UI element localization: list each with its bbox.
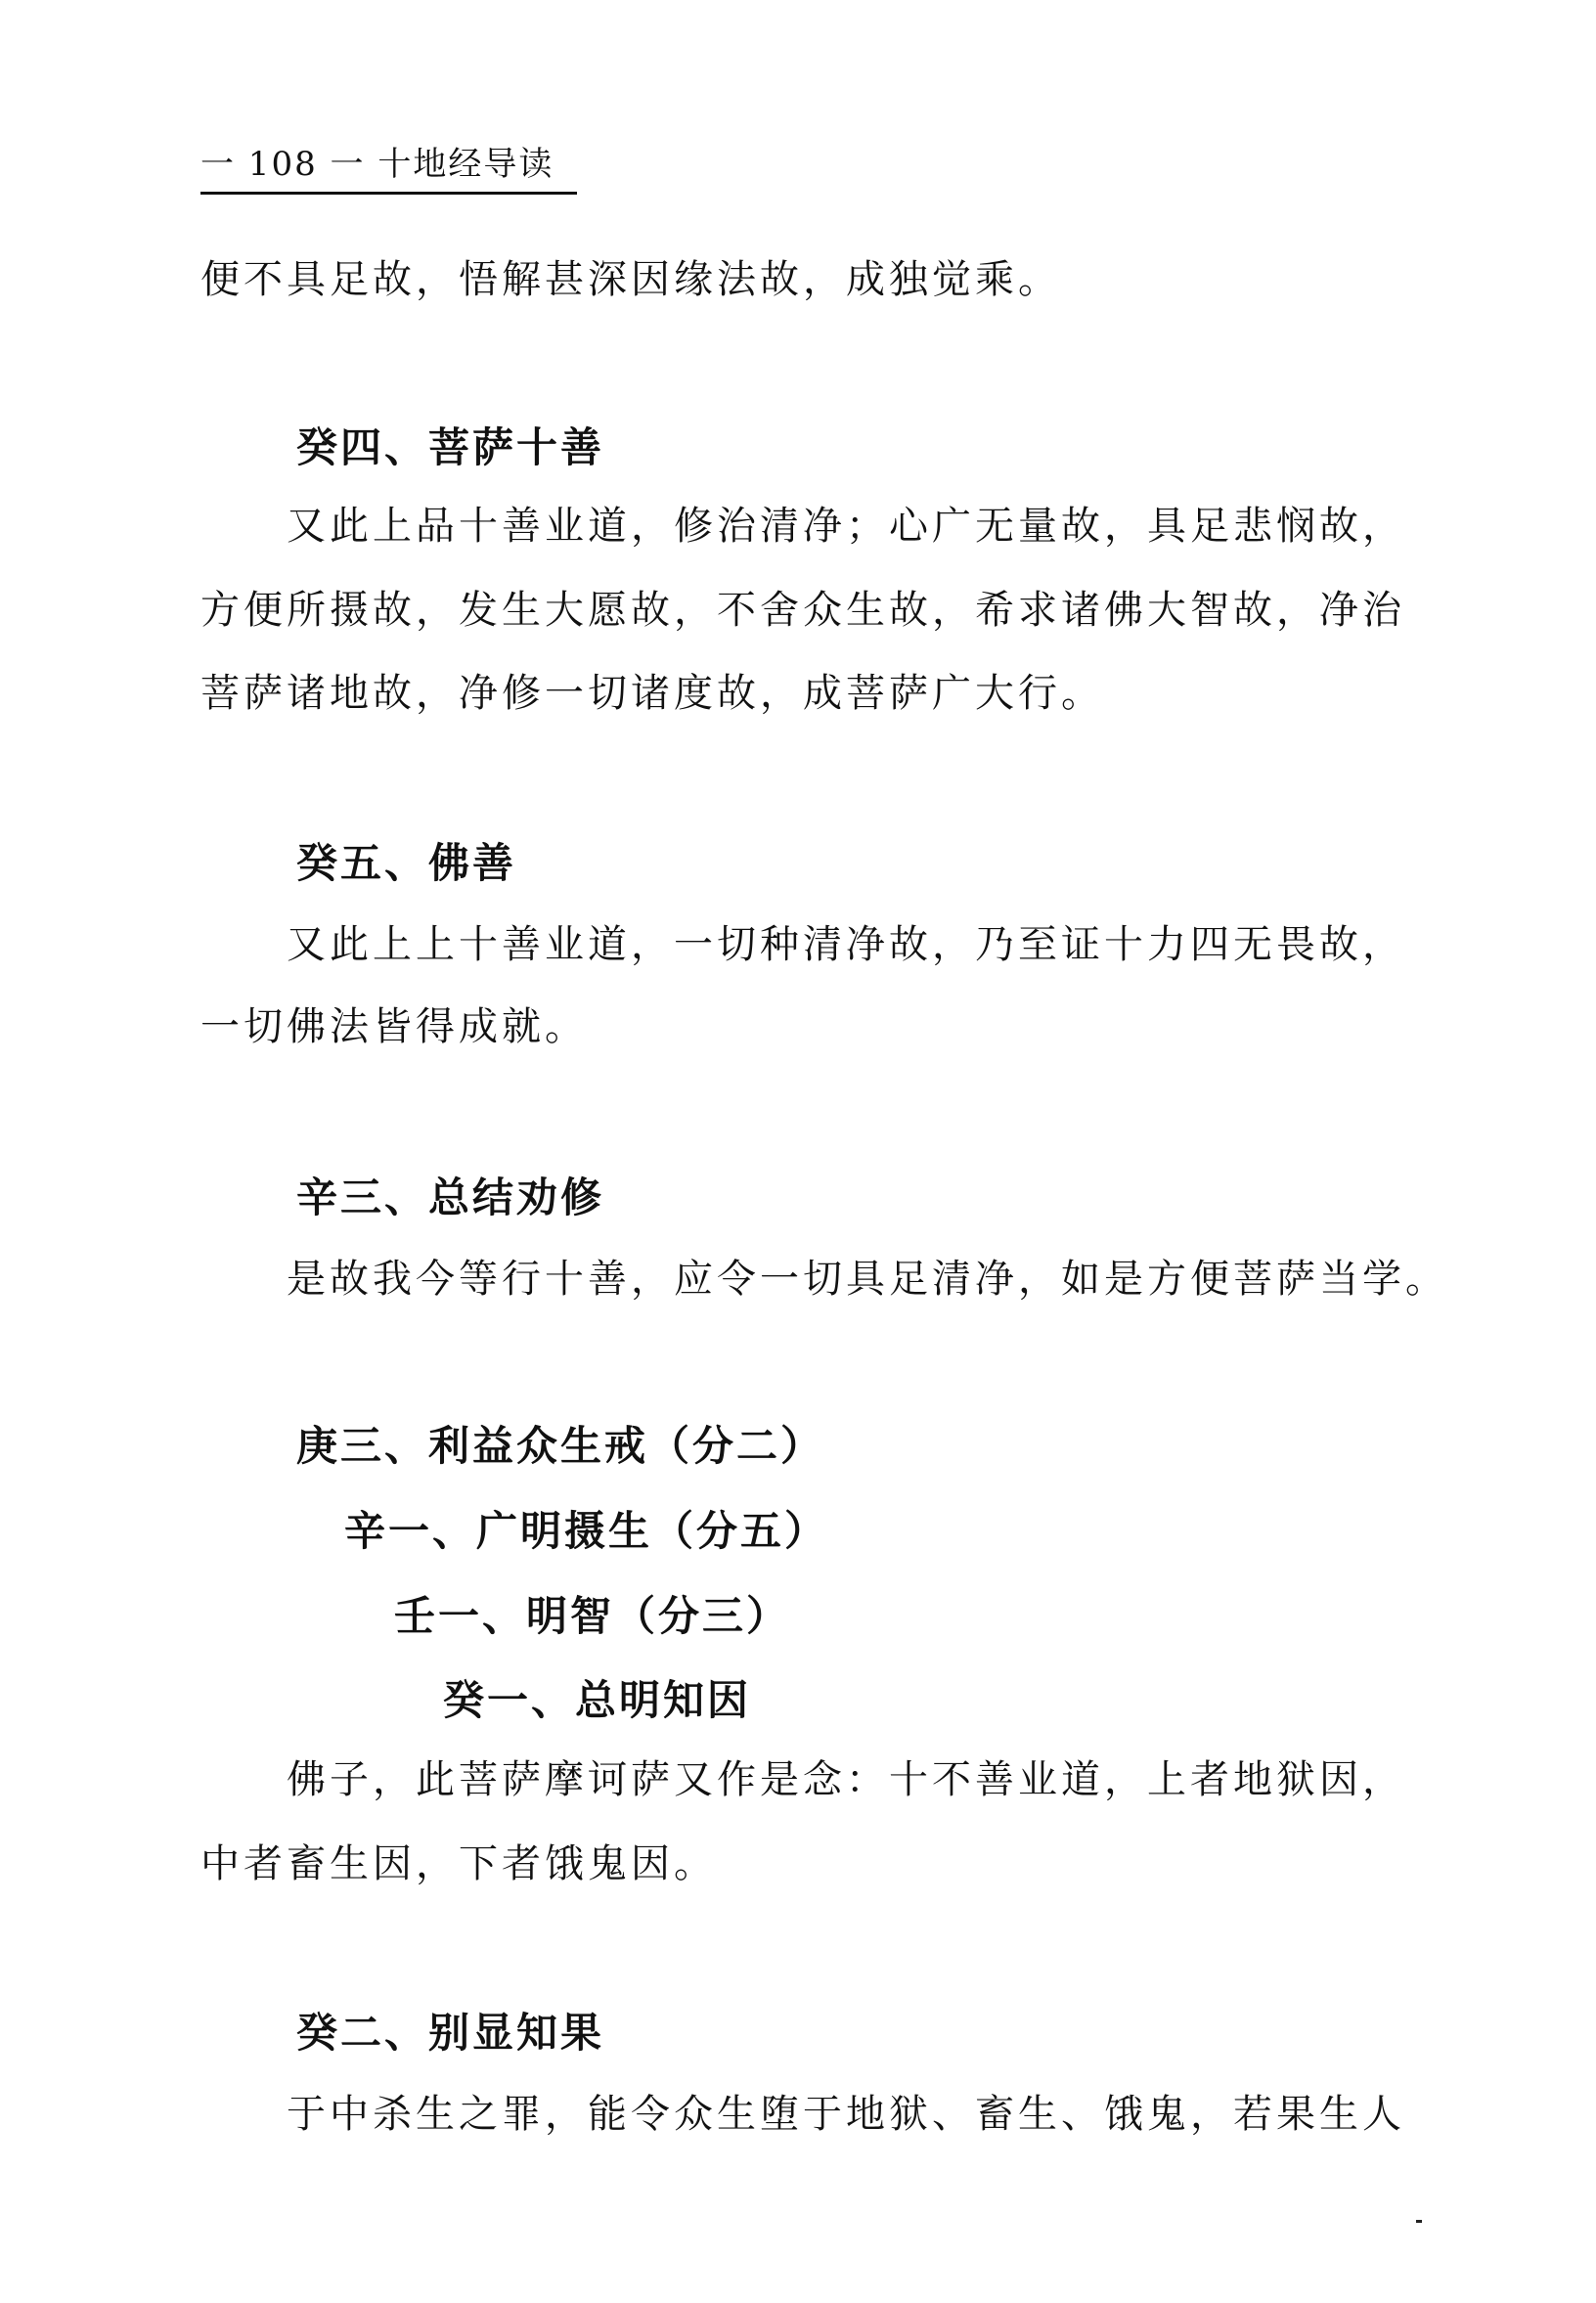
section-heading: 辛一、广明摄生（分五） [344, 1507, 829, 1555]
section-heading: 癸五、佛善 [296, 839, 517, 887]
section-heading: 癸二、别显知果 [296, 2009, 605, 2057]
paragraph-line: 是故我今等行十善，应令一切具足清净，如是方便菩萨当学。 [287, 1257, 1448, 1302]
section-heading: 壬一、明智（分三） [394, 1592, 791, 1640]
paragraph-line: 于中杀生之罪，能令众生堕于地狱、畜生、饿鬼，若果生人 [287, 2092, 1405, 2137]
header-rule [200, 192, 577, 195]
section-heading: 庚三、利益众生戒（分二） [296, 1422, 825, 1470]
paragraph-line: 方便所摄故，发生大愿故，不舍众生故，希求诸佛大智故，净治 [200, 588, 1405, 633]
paragraph-line: 又此上品十善业道，修治清净；心广无量故，具足悲悯故， [287, 504, 1405, 549]
paragraph-line: 又此上上十善业道，一切种清净故，乃至证十力四无畏故， [287, 922, 1405, 967]
scan-speck [1416, 2220, 1422, 2223]
section-heading: 辛三、总结劝修 [296, 1174, 605, 1221]
section-heading: 癸四、菩萨十善 [296, 423, 605, 471]
paragraph-line: 便不具足故，悟解甚深因缘法故，成独觉乘。 [200, 257, 1061, 302]
paragraph-line: 中者畜生因，下者饿鬼因。 [200, 1841, 717, 1886]
running-header: 一 108 一 十地经导读 [200, 145, 554, 184]
paragraph-line: 菩萨诸地故，净修一切诸度故，成菩萨广大行。 [200, 671, 1104, 716]
paragraph-line: 佛子，此菩萨摩诃萨又作是念：十不善业道，上者地狱因， [287, 1757, 1405, 1802]
section-heading: 癸一、总明知因 [443, 1676, 752, 1724]
paragraph-line: 一切佛法皆得成就。 [200, 1004, 588, 1049]
